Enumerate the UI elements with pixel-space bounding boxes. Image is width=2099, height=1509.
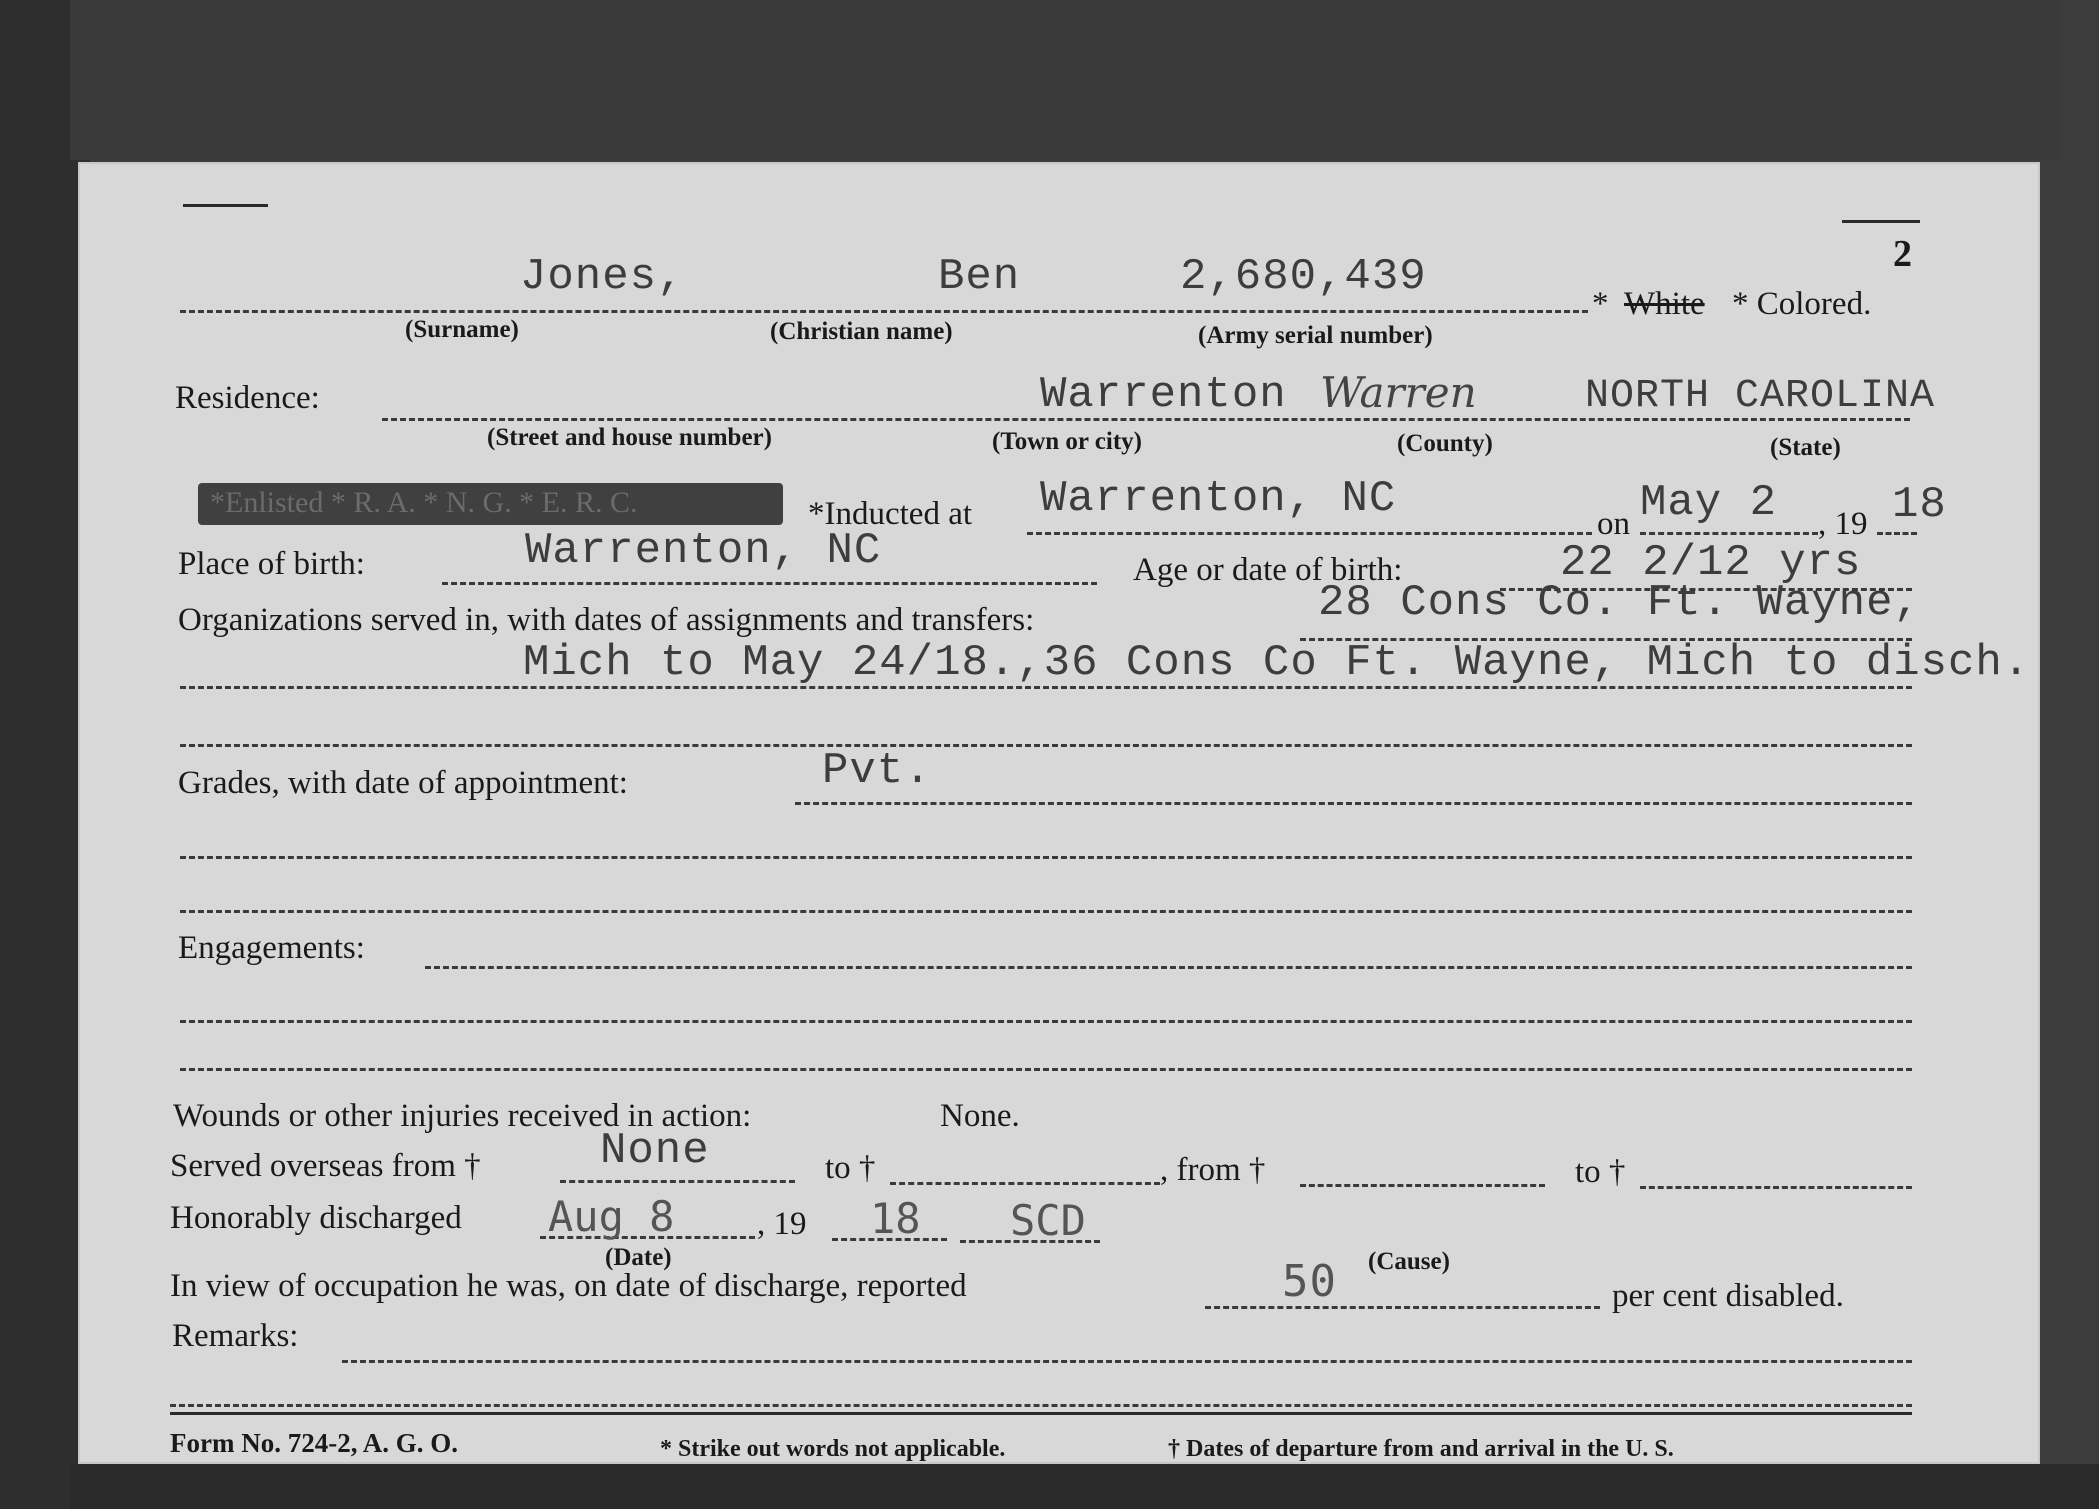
caption-county: (County) bbox=[1397, 430, 1493, 457]
place-of-birth-label: Place of birth: bbox=[178, 546, 365, 582]
age-value: 22 2/12 yrs bbox=[1560, 538, 1862, 588]
christian-name-value: Ben bbox=[938, 252, 1021, 302]
wounds-label: Wounds or other injuries received in action: bbox=[173, 1098, 752, 1134]
discharge-year-value: 18 bbox=[870, 1194, 921, 1243]
corner-rule-right bbox=[1842, 220, 1920, 223]
organizations-value-2: Mich to May 24/18.,36 Cons Co Ft. Wayne, Mich to disch. bbox=[523, 638, 2031, 688]
organizations-line-3 bbox=[180, 744, 1912, 747]
caption-discharge-date: (Date) bbox=[605, 1244, 672, 1271]
background-top bbox=[70, 0, 2060, 160]
caption-serial-number: (Army serial number) bbox=[1198, 322, 1433, 349]
organizations-label: Organizations served in, with dates of assignments and transfers: bbox=[178, 602, 1035, 638]
engagements-line-3 bbox=[180, 1068, 1912, 1071]
place-of-birth-line bbox=[442, 582, 1097, 585]
overseas-to-line-2 bbox=[1640, 1186, 1912, 1189]
discharged-label: Honorably discharged bbox=[170, 1200, 462, 1236]
engagements-label: Engagements: bbox=[178, 930, 365, 966]
inducted-year-value: 18 bbox=[1892, 480, 1947, 530]
overseas-from-line-2 bbox=[1300, 1184, 1545, 1187]
surname-value: Jones, bbox=[520, 252, 685, 302]
disability-line bbox=[1205, 1306, 1600, 1309]
grades-line-2 bbox=[180, 856, 1912, 859]
on-label: on bbox=[1597, 506, 1630, 542]
race-white-struck: White bbox=[1624, 286, 1705, 322]
serial-number-value: 2,680,439 bbox=[1180, 252, 1427, 302]
inducted-place-value: Warrenton, NC bbox=[1040, 474, 1397, 524]
overseas-to-label-1: to † bbox=[825, 1150, 876, 1186]
disability-suffix: per cent disabled. bbox=[1612, 1278, 1844, 1314]
grades-line-3 bbox=[180, 910, 1912, 913]
enlisted-options-text: *Enlisted * R. A. * N. G. * E. R. C. bbox=[210, 486, 638, 519]
footer-note-dates: † Dates of departure from and arrival in the U. S. bbox=[1168, 1436, 1674, 1462]
caption-street: (Street and house number) bbox=[487, 424, 772, 451]
organizations-value-1: 28 Cons Co. Ft. Wayne, bbox=[1318, 578, 1921, 628]
inducted-date-value: May 2 bbox=[1640, 478, 1778, 528]
corner-number: 2 bbox=[1893, 233, 1912, 275]
residence-label: Residence: bbox=[175, 380, 320, 416]
remarks-line-3 bbox=[170, 1412, 1912, 1415]
overseas-from-label: Served overseas from † bbox=[170, 1148, 481, 1184]
age-label: Age or date of birth: bbox=[1133, 552, 1403, 588]
grades-line-1 bbox=[795, 802, 1912, 805]
inducted-at-line bbox=[1027, 532, 1592, 535]
caption-christian-name: (Christian name) bbox=[770, 318, 953, 345]
footer-note-strike: * Strike out words not applicable. bbox=[660, 1436, 1006, 1462]
discharge-cause-value: SCD bbox=[1010, 1196, 1086, 1245]
race-prefix: * bbox=[1592, 286, 1609, 322]
overseas-to-label-2: to † bbox=[1575, 1154, 1626, 1190]
disability-percent-value: 50 bbox=[1282, 1256, 1337, 1307]
race-colored: * Colored. bbox=[1732, 286, 1872, 322]
disability-label: In view of occupation he was, on date of discharge, reported bbox=[170, 1268, 967, 1304]
remarks-line-1 bbox=[342, 1360, 1912, 1363]
engagements-line-1 bbox=[425, 966, 1912, 969]
name-line bbox=[180, 310, 1588, 313]
discharge-date-value: Aug 8 bbox=[548, 1192, 675, 1241]
overseas-to-line-1 bbox=[890, 1182, 1160, 1185]
inducted-at-label: *Inducted at bbox=[808, 496, 973, 532]
caption-town: (Town or city) bbox=[992, 428, 1142, 455]
year-prefix-1: , 19 bbox=[1818, 506, 1868, 542]
engagements-line-2 bbox=[180, 1020, 1912, 1023]
form-number: Form No. 724-2, A. G. O. bbox=[170, 1428, 458, 1458]
grades-value: Pvt. bbox=[822, 746, 932, 796]
caption-surname: (Surname) bbox=[405, 316, 519, 343]
corner-rule-left bbox=[183, 204, 268, 207]
overseas-from-label-2: , from † bbox=[1160, 1152, 1266, 1188]
wounds-value: None. bbox=[940, 1098, 1020, 1134]
overseas-from-value: None bbox=[600, 1126, 710, 1176]
grades-label: Grades, with date of appointment: bbox=[178, 765, 628, 801]
inducted-year-line bbox=[1877, 532, 1917, 535]
background-bottom bbox=[70, 1464, 2099, 1509]
caption-discharge-cause: (Cause) bbox=[1368, 1248, 1450, 1275]
residence-state-value: NORTH CAROLINA bbox=[1585, 374, 1936, 419]
residence-town-value: Warrenton bbox=[1040, 370, 1287, 420]
residence-county-value: Warren bbox=[1320, 368, 1477, 417]
remarks-line-2 bbox=[170, 1404, 1912, 1407]
place-of-birth-value: Warrenton, NC bbox=[525, 526, 882, 576]
inducted-date-line bbox=[1640, 532, 1818, 535]
year-prefix-2: , 19 bbox=[757, 1206, 807, 1242]
overseas-from-line bbox=[560, 1180, 795, 1183]
background-left bbox=[0, 0, 90, 1509]
caption-state: (State) bbox=[1770, 434, 1841, 461]
remarks-label: Remarks: bbox=[172, 1318, 299, 1354]
